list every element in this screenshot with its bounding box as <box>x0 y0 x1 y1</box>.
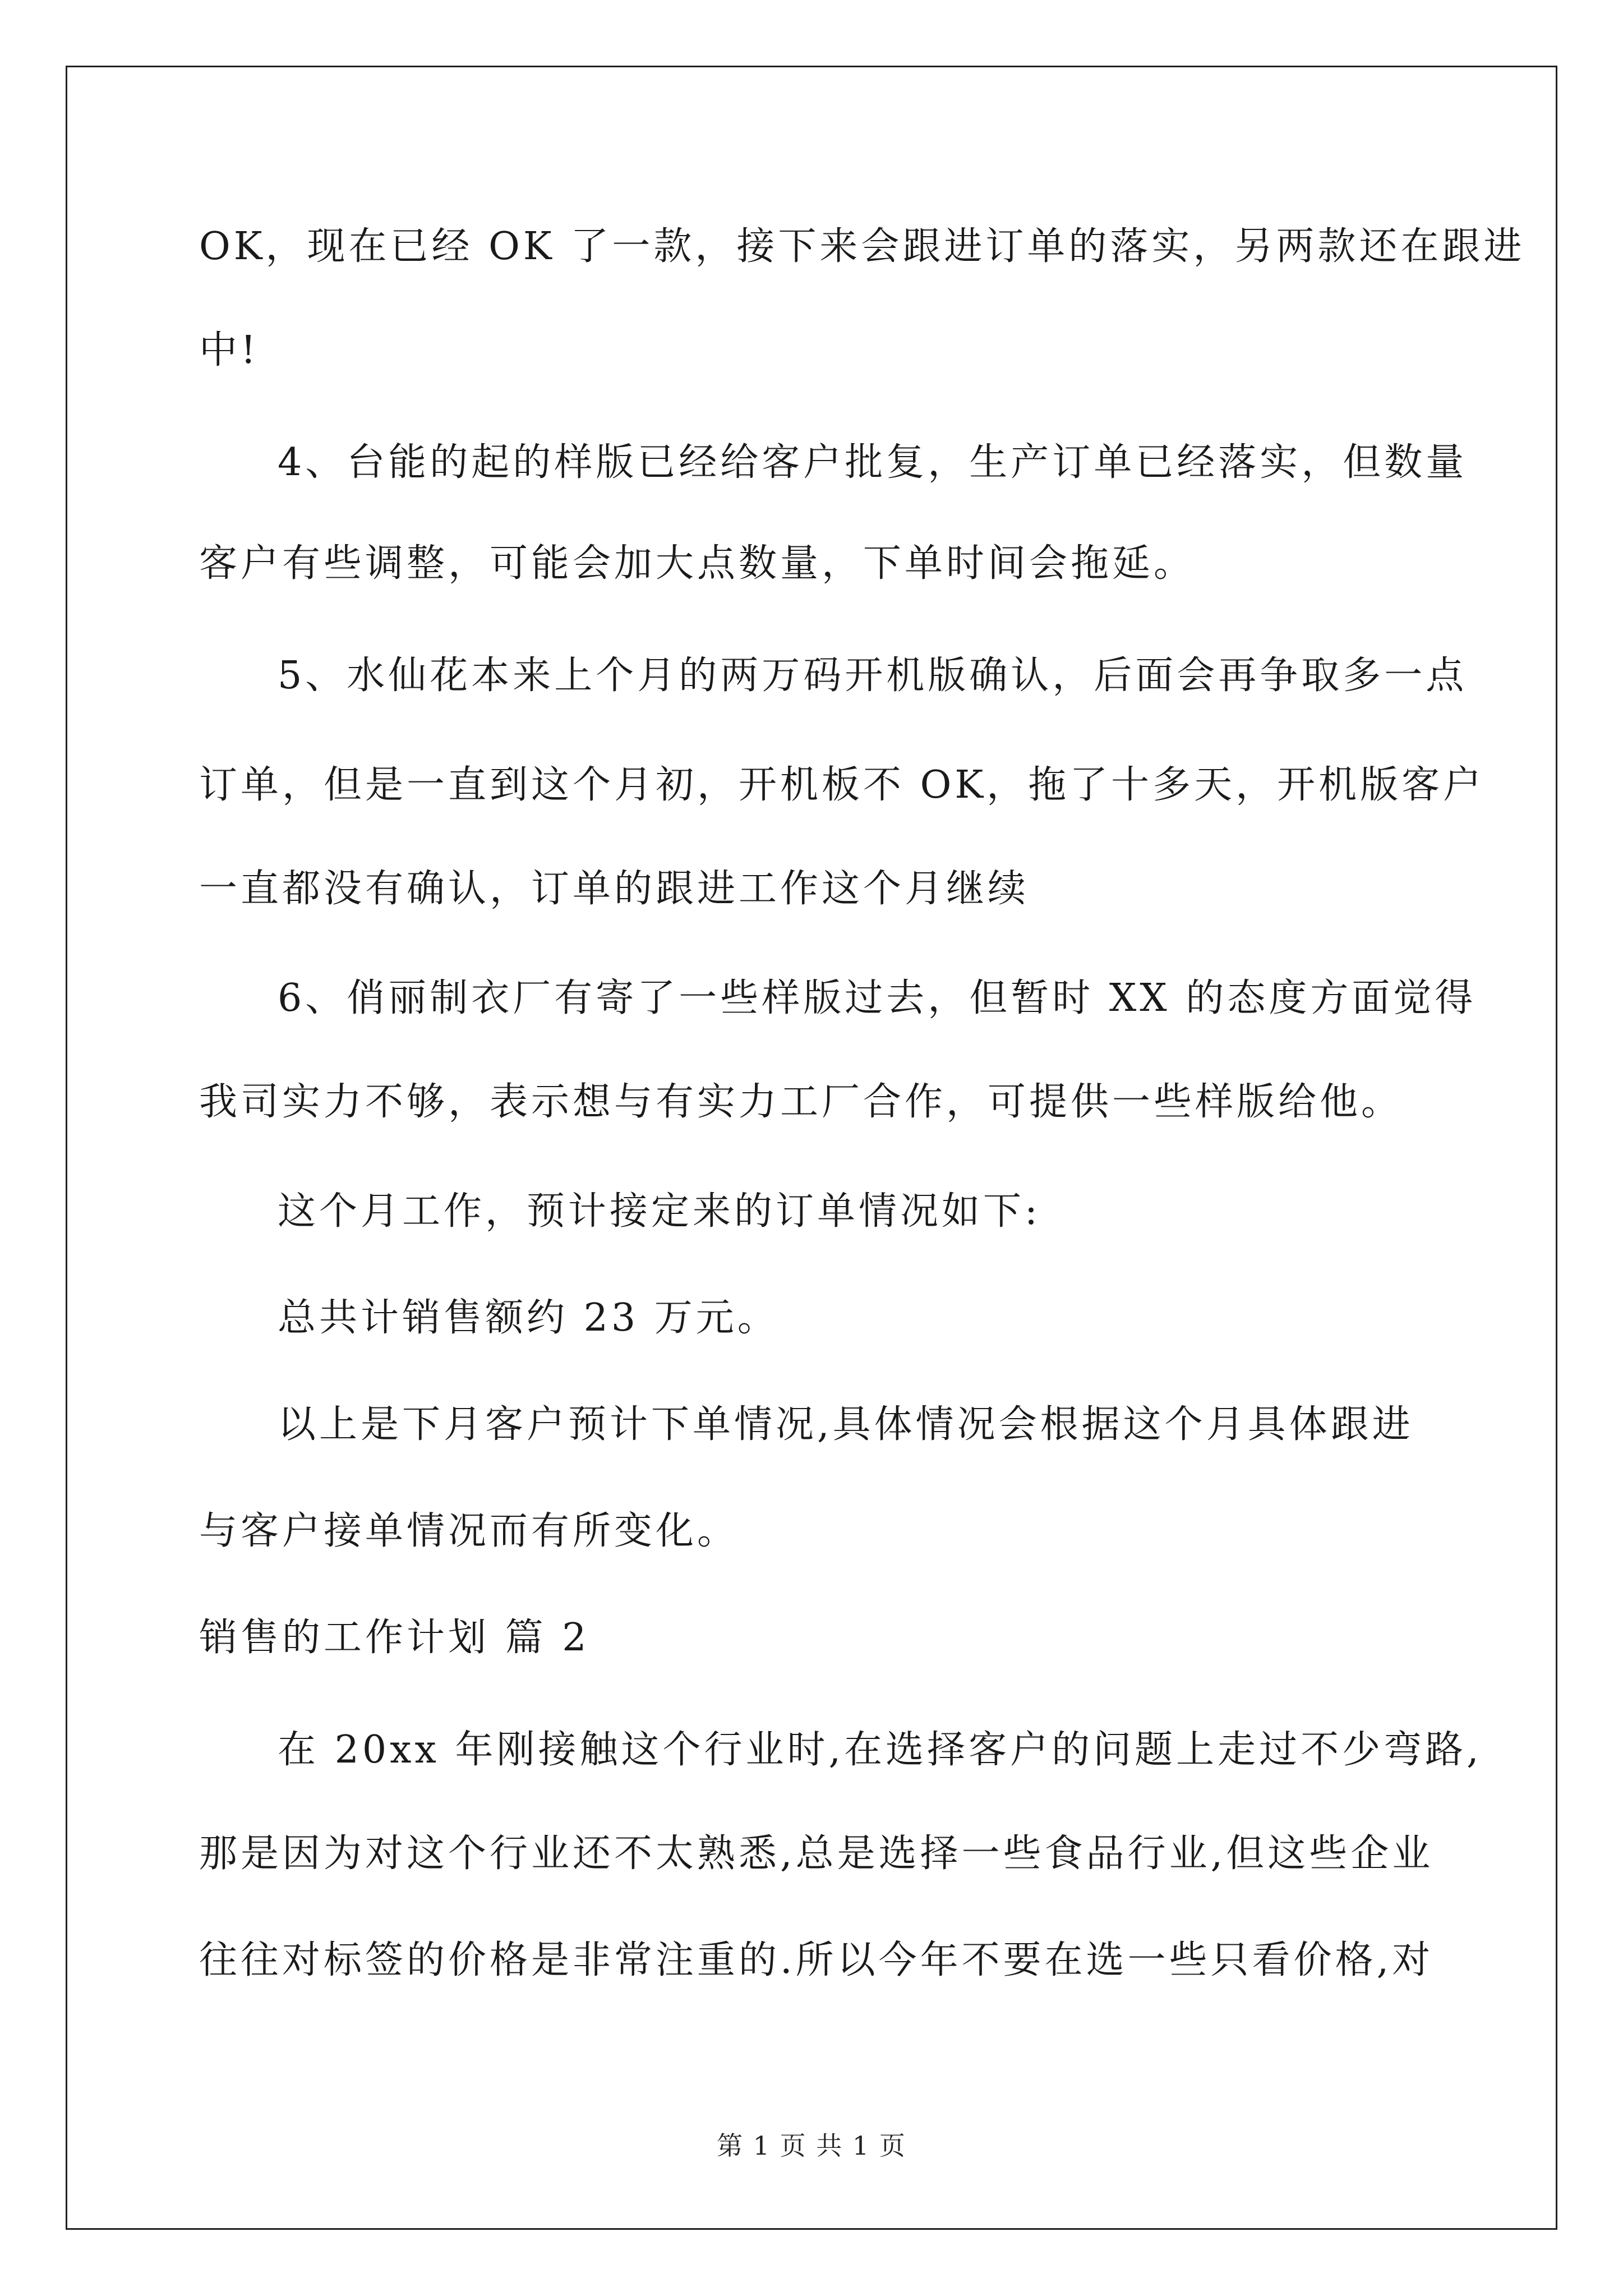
section-heading: 销售的工作计划 篇 2 <box>199 1616 590 1660</box>
paragraph-line: 与客户接单情况而有所变化。 <box>199 1509 739 1553</box>
paragraph-line: 这个月工作，预计接定来的订单情况如下: <box>278 1189 1041 1234</box>
paragraph-line: 总共计销售额约 23 万元。 <box>278 1296 779 1340</box>
paragraph-line: 那是因为对这个行业还不太熟悉,总是选择一些食品行业,但这些企业 <box>199 1832 1434 1876</box>
paragraph-line: 订单，但是一直到这个月初，开机板不 OK，拖了十多天，开机版客户 <box>199 763 1485 807</box>
page-border <box>66 66 1557 2230</box>
paragraph-line: 5、水仙花本来上个月的两万码开机版确认，后面会再争取多一点 <box>278 654 1468 698</box>
paragraph-line: OK，现在已经 OK 了一款，接下来会跟进订单的落实，另两款还在跟进 <box>199 224 1525 269</box>
paragraph-line: 客户有些调整，可能会加大点数量，下单时间会拖延。 <box>199 541 1196 586</box>
paragraph-line: 我司实力不够，表示想与有实力工厂合作，可提供一些样版给他。 <box>199 1080 1403 1124</box>
paragraph-line: 以上是下月客户预计下单情况,具体情况会根据这个月具体跟进 <box>278 1402 1414 1447</box>
paragraph-line: 往往对标签的价格是非常注重的.所以今年不要在选一些只看价格,对 <box>199 1938 1434 1982</box>
paragraph-line: 中! <box>199 328 260 372</box>
paragraph-line: 在 20xx 年刚接触这个行业时,在选择客户的问题上走过不少弯路, <box>278 1728 1482 1772</box>
paragraph-line: 4、台能的起的样版已经给客户批复，生产订单已经落实，但数量 <box>278 440 1468 485</box>
paragraph-line: 一直都没有确认，订单的跟进工作这个月继续 <box>199 867 1030 911</box>
paragraph-line: 6、俏丽制衣厂有寄了一些样版过去，但暂时 XX 的态度方面觉得 <box>278 976 1477 1020</box>
page-number-footer: 第 1 页 共 1 页 <box>717 2131 906 2161</box>
